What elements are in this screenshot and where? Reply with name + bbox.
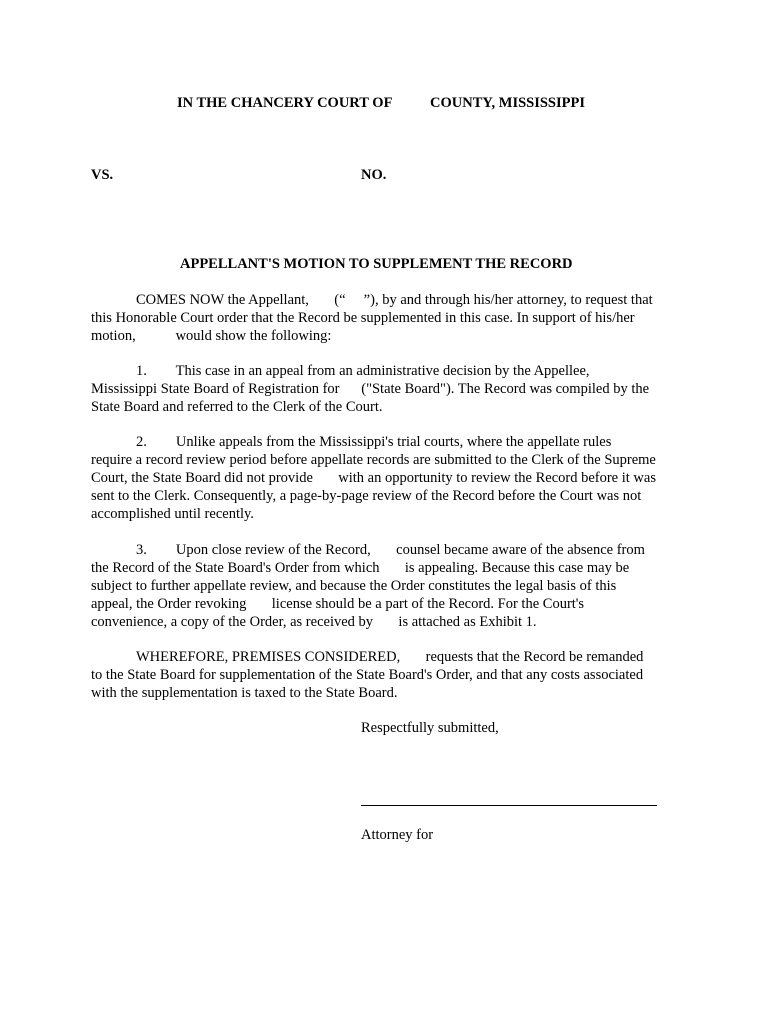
para2-line-4: sent to the Clerk. Consequently, a page-by-page review of the Record before the Court was not xyxy=(91,488,642,504)
para2-line-2: require a record review period before appellate records are submitted to the Clerk of the Supreme xyxy=(91,452,656,468)
para1-line-3: State Board and referred to the Clerk of the Court. xyxy=(91,399,383,415)
wherefore-line-1: WHEREFORE, PREMISES CONSIDERED, requests that the Record be remanded xyxy=(136,649,644,665)
caption-no: NO. xyxy=(361,167,387,183)
caption-vs: VS. xyxy=(91,167,114,183)
wherefore-line-2: to the State Board for supplementation of the State Board's Order, and that any costs associated xyxy=(91,667,644,683)
para3-line-2: the Record of the State Board's Order from which is appealing. Because this case may be xyxy=(91,560,630,576)
signature-line xyxy=(361,805,657,806)
para1-line-2: Mississippi State Board of Registration for ("State Board"). The Record was compiled by the xyxy=(91,381,650,397)
intro-line-1: COMES NOW the Appellant, (“ ”), by and through his/her attorney, to request that xyxy=(136,292,653,308)
intro-line-2: this Honorable Court order that the Record be supplemented in this case. In support of his/her xyxy=(91,310,635,326)
intro-line-3: motion, would show the following: xyxy=(91,328,332,344)
wherefore-line-3: with the supplementation is taxed to the State Board. xyxy=(91,685,398,701)
para3-line-4: appeal, the Order revoking license should be a part of the Record. For the Court's xyxy=(91,596,585,612)
para2-line-1: 2. Unlike appeals from the Mississippi's trial courts, where the appellate rules xyxy=(136,434,612,450)
closing-text: Respectfully submitted, xyxy=(361,720,499,736)
attorney-for-label: Attorney for xyxy=(361,827,434,843)
para1-line-1: 1. This case in an appeal from an administrative decision by the Appellee, xyxy=(136,363,590,379)
court-name-right: COUNTY, MISSISSIPPI xyxy=(430,95,585,111)
para3-line-5: convenience, a copy of the Order, as received by is attached as Exhibit 1. xyxy=(91,614,537,630)
para2-line-5: accomplished until recently. xyxy=(91,506,254,522)
court-name-left: IN THE CHANCERY COURT OF xyxy=(177,95,393,111)
para3-line-1: 3. Upon close review of the Record, counsel became aware of the absence from xyxy=(136,542,645,558)
para2-line-3: Court, the State Board did not provide with an opportunity to review the Record before it was xyxy=(91,470,656,486)
para3-line-3: subject to further appellate review, and because the Order constitutes the legal basis of this xyxy=(91,578,617,594)
motion-title: APPELLANT'S MOTION TO SUPPLEMENT THE RECORD xyxy=(180,256,573,272)
